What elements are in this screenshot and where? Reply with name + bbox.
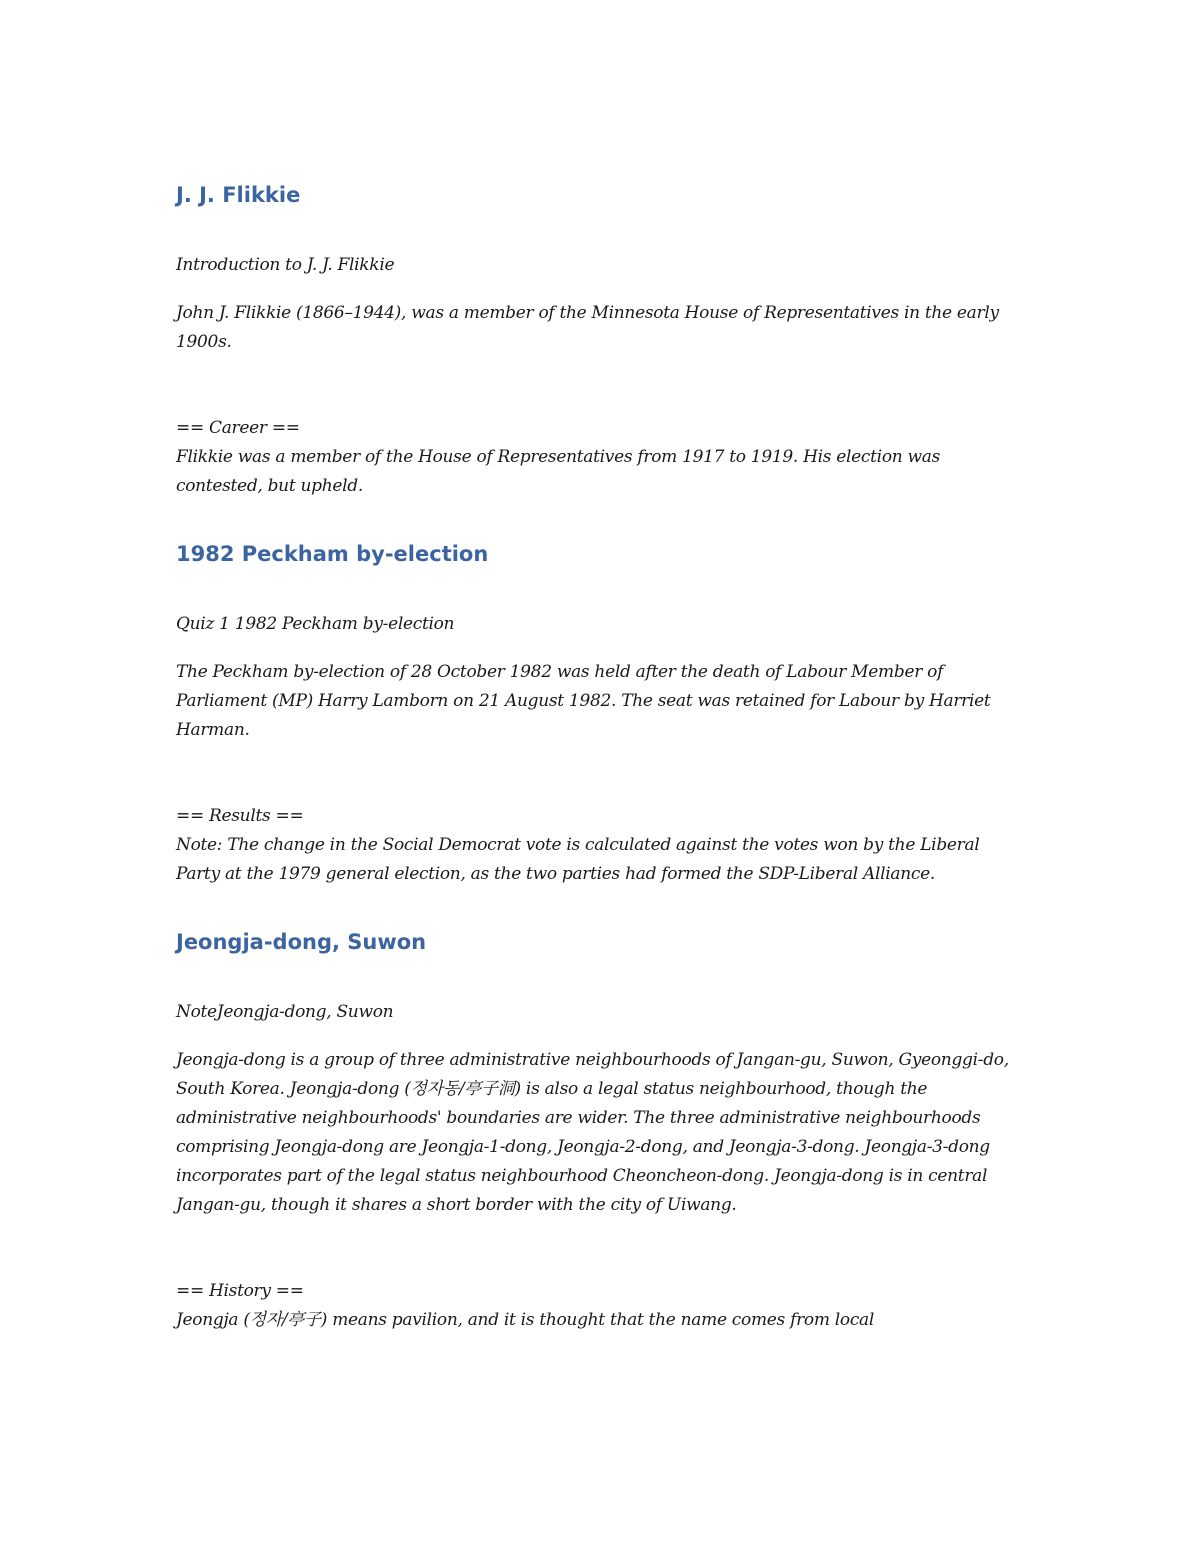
section-intro: Introduction to J. J. Flikkie [176, 255, 395, 275]
section-intro: Quiz 1 1982 Peckham by-election [176, 614, 455, 634]
section-peckham [176, 539, 1026, 889]
section-jeongja [176, 927, 1026, 1335]
section-body: John J. Flikkie (1866–1944), was a member of the Minnesota House of Representatives in the early 1900s. [176, 303, 999, 352]
section-heading: J. J. Flikkie [176, 183, 301, 207]
section-heading: 1982 Peckham by-election [176, 542, 489, 566]
section-body: The Peckham by-election of 28 October 1982 was held after the death of Labour Member of Parliament (MP) Harry Lamborn on 21 August 1982. The seat was retained for Labour by Harriet Harman. [176, 662, 991, 740]
section-intro: NoteJeongja-dong, Suwon [176, 1002, 394, 1022]
document-content [176, 176, 1026, 1335]
subsection-heading: == Career == [176, 418, 300, 438]
section-body: Jeongja-dong is a group of three administrative neighbourhoods of Jangan-gu, Suwon, Gyeonggi-do, South Korea. Jeongja-dong (정자동/亭子洞) is also a legal status neighbourhood, though the administrative neighbourhoods' boundaries are wider. The three administrative neighbourhoods comprising Jeongja-dong are Jeongja-1-dong, Jeongja-2-dong, and Jeongja-3-dong. Jeongja-3-dong incorporates part of the legal status neighbourhood Cheoncheon-dong. Jeongja-dong is in central Jangan-gu, though it shares a short border with the city of Uiwang. [176, 1050, 1009, 1215]
section-flikkie [176, 180, 1026, 501]
section-heading: Jeongja-dong, Suwon [176, 930, 427, 954]
subsection-heading: == History == [176, 1281, 304, 1301]
subsection-body: Flikkie was a member of the House of Representatives from 1917 to 1919. His election was contested, but upheld. [176, 447, 941, 496]
subsection-body: Jeongja (정자/亭子) means pavilion, and it is thought that the name comes from local [176, 1310, 875, 1330]
subsection-body: Note: The change in the Social Democrat vote is calculated against the votes won by the Liberal Party at the 1979 general election, as the two parties had formed the SDP-Liberal Alliance. [176, 835, 980, 884]
subsection-heading: == Results == [176, 806, 304, 826]
